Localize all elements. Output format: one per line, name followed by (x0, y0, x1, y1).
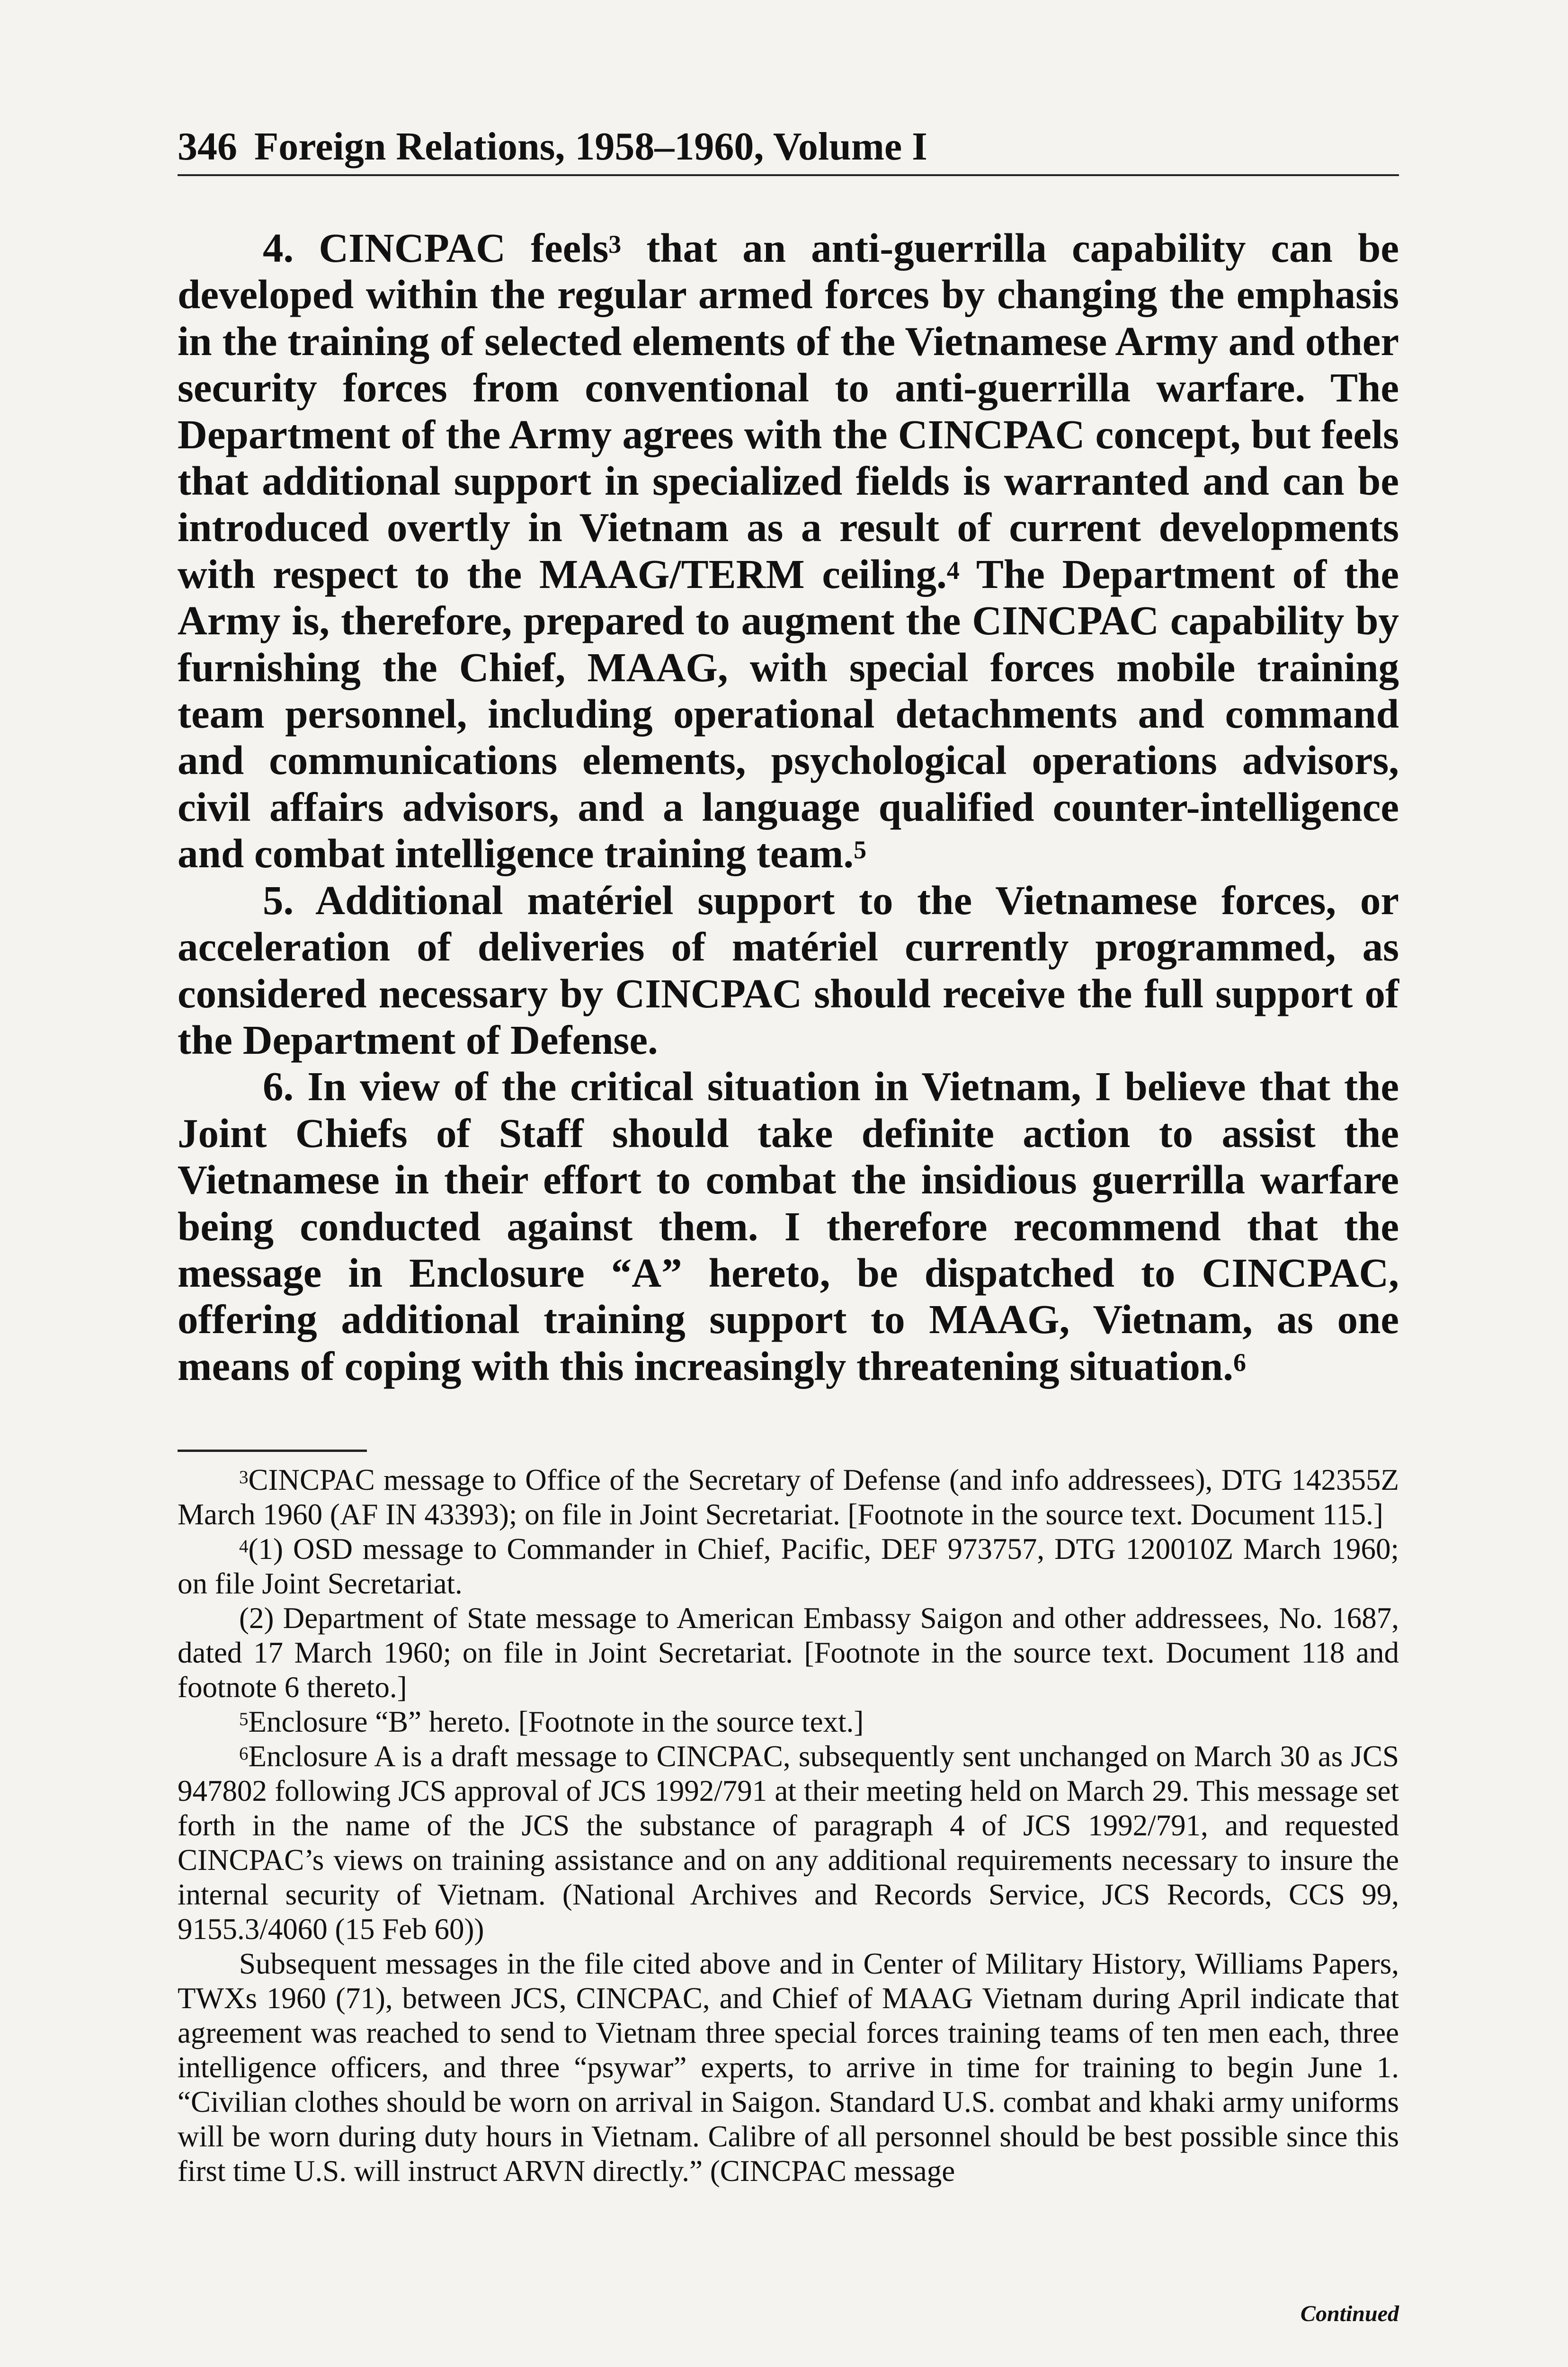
page-number: 346 (178, 125, 237, 169)
paragraph-6: 6. In view of the critical situation in Vietnam, I believe that the Joint Chiefs of Staff should take definite action to assist the Vietnamese in their effort to combat the insidious guerrilla warfare being conducted against them. I therefore recommend that the message in Enclosure “A” hereto, be dispatched to CINCPAC, offering additional training support to MAAG, Vietnam, as one means of coping with this increasingly threatening situation.$^6$ (178, 1063, 1399, 1389)
continued-label: Continued (1300, 2301, 1399, 2326)
footnote-4: $^4$(1) OSD message to Commander in Chief, Pacific, DEF 973757, DTG 120010Z March 1960; on file Joint Secretariat. (178, 1532, 1399, 1600)
running-title: Foreign Relations, 1958–1960, Volume I (254, 125, 927, 169)
footnote-divider (178, 1450, 367, 1452)
footnote-6-continuation: Subsequent messages in the file cited above and in Center of Military History, Williams Papers, TWXs 1960 (71), between JCS, CINCPAC, and Chief of MAAG Vietnam during April indicate that agreement was reached to send to Vietnam three special forces training teams of ten men each, three intelligence officers, and three “psywar” experts, to arrive in time for training to begin June 1. “Civilian clothes should be worn on arrival in Saigon. Standard U.S. combat and khaki army uniforms will be worn during duty hours in Vietnam. Calibre of all personnel should be best possible since this first time U.S. will instruct ARVN directly.” (CINCPAC message (178, 1947, 1399, 2188)
footnote-ref-4: 4 (946, 556, 960, 585)
footnote-6: $^6$Enclosure A is a draft message to CINCPAC, subsequently sent unchanged on March 30 as JCS 947802 following JCS approval of JCS 1992/791 at their meeting held on March 29. This message set forth in the name of the JCS the substance of paragraph 4 of JCS 1992/791, and requested CINCPAC’s views on training assistance and on any additional requirements necessary to insure the internal security of Vietnam. (National Archives and Records Service, JCS Records, CCS 99, 9155.3/4060 (15 Feb 60)) (178, 1740, 1399, 1946)
footnote-4-part-2: (2) Department of State message to American Embassy Saigon and other addressees, No. 1687, dated 17 March 1960; on file in Joint Secretariat. [Footnote in the source text. Document 118 and footnote 6 thereto.] (178, 1602, 1399, 1704)
footnote-ref-6: 6 (1233, 1348, 1246, 1377)
main-text (178, 225, 1399, 1389)
footnote-ref-3: 3 (608, 230, 622, 258)
paragraph-5: 5. Additional matériel support to the Vietnamese forces, or acceleration of deliveries of matériel currently programmed, as considered necessary by CINCPAC should receive the full support of the Department of Defense. (178, 877, 1399, 1063)
footnote-5: $^5$Enclosure “B” hereto. [Footnote in the source text.] (239, 1705, 864, 1738)
running-header (178, 123, 1399, 176)
footnotes (178, 1463, 1399, 2189)
footnote-ref-5: 5 (854, 836, 867, 864)
footnote-3: $^3$CINCPAC message to Office of the Secretary of Defense (and info addressees), DTG 142355Z March 1960 (AF IN 43393); on file in Joint Secretariat. [Footnote in the source text. Document 115.] (178, 1463, 1399, 1531)
paragraph-4: 4. CINCPAC feels$^3$ that an anti-guerrilla capability can be developed within the regular armed forces by changing the emphasis in the training of selected elements of the Vietnamese Army and other security forces from conventional to anti-guerrilla warfare. The Department of the Army agrees with the CINCPAC concept, but feels that additional support in specialized fields is warranted and can be introduced overtly in Vietnam as a result of current developments with respect to the MAAG/TERM ceiling.$^4$ The Department of the Army is, therefore, prepared to augment the CINCPAC capability by furnishing the Chief, MAAG, with special forces mobile training team personnel, including operational detachments and command and communications elements, psychological operations advisors, civil affairs advisors, and a language qualified counter-intelligence and combat intelligence training team.$^5$ (178, 225, 1399, 877)
